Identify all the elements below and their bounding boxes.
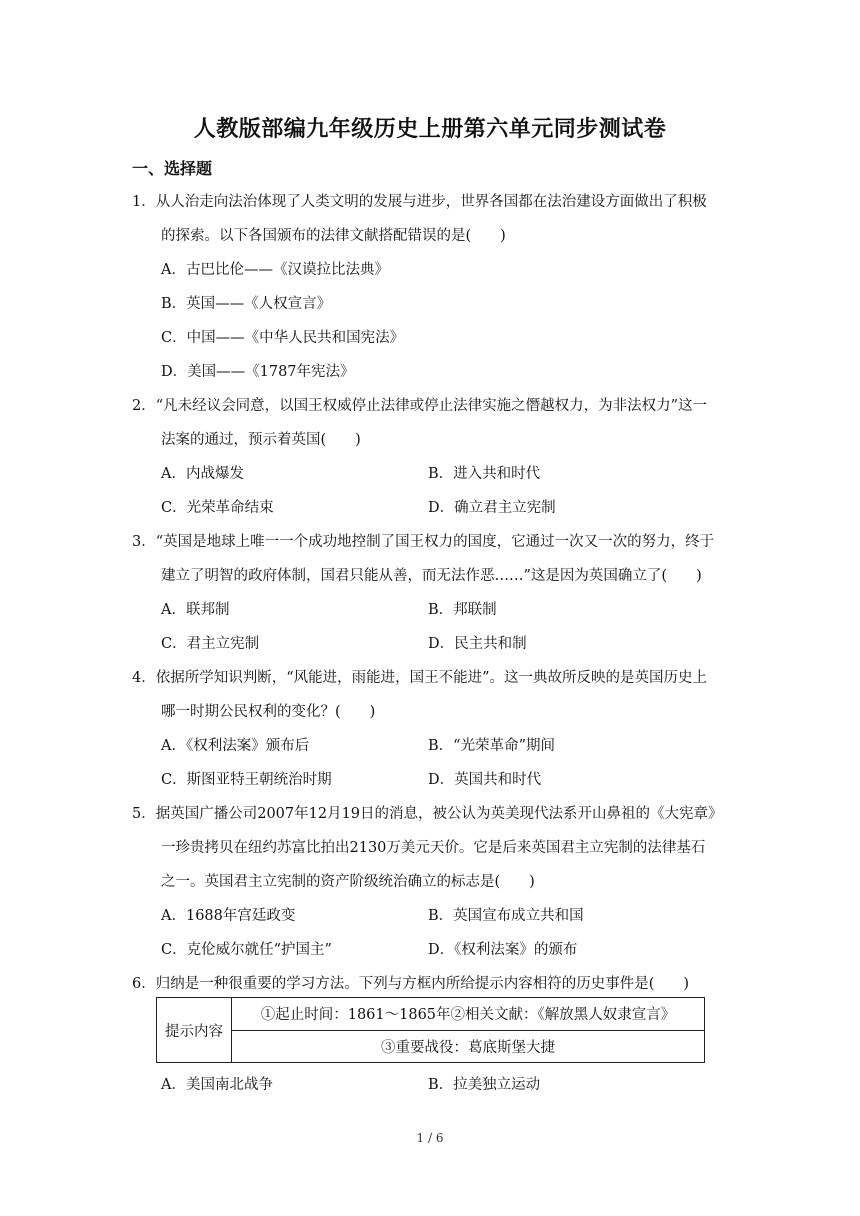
question-5-option-d: D．《权利法案》的颁布 — [428, 942, 578, 958]
question-4-option-d: D．英国共和时代 — [428, 772, 542, 788]
question-5-option-c: C．克伦威尔就任“护国主” — [161, 942, 332, 958]
hint-box-label: 提示内容 — [157, 998, 232, 1063]
question-3-line-2: 建立了明智的政府体制，国君只能从善，而无法作恶……”这是因为英国确立了( ) — [161, 568, 702, 584]
hint-box-table — [156, 997, 705, 1063]
page-number: 1 / 6 — [416, 1131, 444, 1145]
question-4-option-a: A．《权利法案》颁布后 — [161, 738, 310, 754]
question-1-line-1: 1．从人治走向法治体现了人类文明的发展与进步，世界各国都在法治建设方面做出了积极 — [132, 194, 707, 210]
hint-box-row-2: ③重要战役：葛底斯堡大捷 — [232, 1030, 705, 1063]
question-3-option-d: D．民主共和制 — [428, 636, 527, 652]
question-5-line-3: 之一。英国君主立宪制的资产阶级统治确立的标志是( ) — [161, 874, 535, 890]
question-3-line-1: 3．“英国是地球上唯一一个成功地控制了国王权力的国度，它通过一次又一次的努力，终于 — [132, 534, 715, 550]
page-title: 人教版部编九年级历史上册第六单元同步测试卷 — [193, 117, 667, 142]
question-1-option-d: D．美国——《1787年宪法》 — [161, 364, 355, 380]
question-2-option-a: A．内战爆发 — [161, 466, 244, 482]
question-4-option-b: B．“光荣革命”期间 — [428, 738, 555, 754]
question-5-option-b: B．英国宣布成立共和国 — [428, 908, 584, 924]
question-5-line-2: 一珍贵拷贝在纽约苏富比拍出2130万美元天价。它是后来英国君主立宪制的法律基石 — [161, 840, 706, 856]
question-6-option-b: B．拉美独立运动 — [428, 1077, 541, 1093]
question-2-option-b: B．进入共和时代 — [428, 466, 541, 482]
question-2-line-2: 法案的通过，预示着英国( ) — [161, 432, 361, 448]
question-3-option-b: B．邦联制 — [428, 602, 497, 618]
question-5-line-1: 5．据英国广播公司2007年12月19日的消息，被公认为英美现代法系开山鼻祖的《大宪章》 — [132, 806, 723, 822]
question-1-line-2: 的探索。以下各国颁布的法律文献搭配错误的是( ) — [161, 228, 506, 244]
question-2-line-1: 2．“凡未经议会同意，以国王权威停止法律或停止法律实施之僭越权力，为非法权力”这一 — [132, 398, 708, 414]
question-2-option-d: D．确立君主立宪制 — [428, 500, 556, 516]
question-5-option-a: A．1688年宫廷政变 — [161, 908, 296, 924]
question-1-option-c: C．中国——《中华人民共和国宪法》 — [161, 330, 405, 346]
section-heading: 一、选择题 — [132, 159, 213, 178]
question-1-option-a: A．古巴比伦——《汉谟拉比法典》 — [161, 262, 389, 278]
question-6-line-1: 6．归纳是一种很重要的学习方法。下列与方框内所给提示内容相符的历史事件是( ) — [132, 976, 690, 992]
question-3-option-a: A．联邦制 — [161, 602, 230, 618]
question-3-option-c: C．君主立宪制 — [161, 636, 260, 652]
hint-box-row-1: ①起止时间：1861～1865年②相关文献：《解放黑人奴隶宣言》 — [232, 998, 705, 1031]
question-6-option-a: A．美国南北战争 — [161, 1077, 273, 1093]
question-1-option-b: B．英国——《人权宣言》 — [161, 296, 332, 312]
question-4-line-2: 哪一时期公民权利的变化？( ) — [161, 704, 376, 720]
question-4-line-1: 4．依据所学知识判断，“风能进，雨能进，国王不能进”。这一典故所反映的是英国历史上 — [132, 670, 708, 686]
question-2-option-c: C．光荣革命结束 — [161, 500, 274, 516]
question-4-option-c: C．斯图亚特王朝统治时期 — [161, 772, 332, 788]
